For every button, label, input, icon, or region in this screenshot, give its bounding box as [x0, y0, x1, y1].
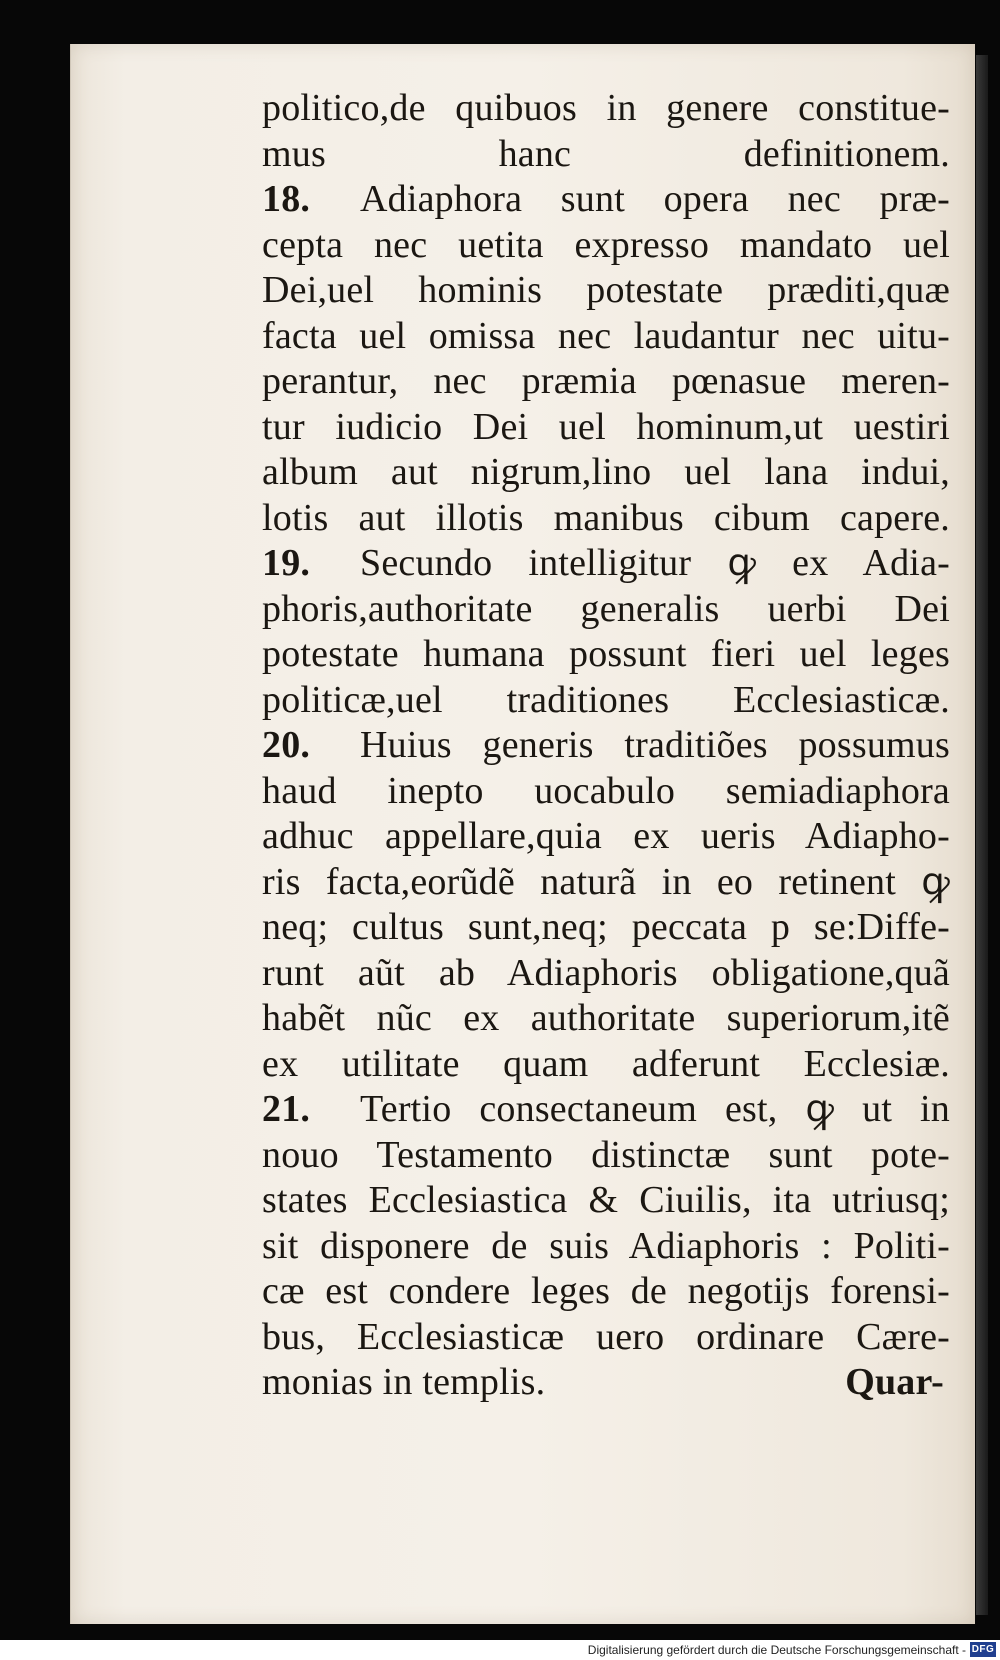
text-line [262, 86, 950, 132]
last-line-row [262, 1360, 950, 1406]
text-line [262, 541, 950, 587]
paragraph-number: 19. [262, 542, 311, 584]
line-text: facta uel omissa nec laudantur nec uitu- [262, 314, 950, 357]
text-line [262, 1087, 950, 1133]
text-line [262, 1315, 950, 1361]
line-text: states Ecclesiastica & Ciuilis, ita utriusq; [262, 1179, 950, 1221]
line-text: Huius generis traditiões possumus [360, 724, 950, 766]
text-line [262, 359, 950, 405]
line-text: album aut nigrum,lino uel lana indui, [262, 451, 950, 493]
text-line [262, 132, 950, 178]
line-text: Dei,uel hominis potestate præditi,quæ [262, 269, 950, 311]
text-line [262, 632, 950, 678]
line-text: ex utilitate quam adferunt Ecclesiæ. [262, 1042, 950, 1085]
book-edge [976, 55, 988, 1615]
line-text: runt aũt ab Adiaphoris obligatione,quã [262, 951, 950, 994]
text-line [262, 951, 950, 997]
text-line [262, 1178, 950, 1224]
line-text: politico,de quibuos in genere constitue- [262, 87, 950, 129]
line-text: ris facta,eorũdẽ naturã in eo retinent ꝙ [262, 860, 950, 903]
text-line [262, 450, 950, 496]
line-text: adhuc appellare,quia ex ueris Adiapho- [262, 815, 950, 857]
funding-credit: Digitalisierung gefördert durch die Deutsche Forschungsgemeinschaft - [587, 1643, 966, 1657]
text-line [262, 223, 950, 269]
line-text: neq; cultus sunt,neq; peccata p se:Diffe- [262, 906, 950, 948]
line-text: Secundo intelligitur ꝙ ex Adia- [360, 542, 950, 584]
page-text [262, 86, 950, 1406]
dfg-logo-icon: DFG [971, 1644, 995, 1655]
paragraph-number: 21. [262, 1088, 311, 1130]
line-text: mus hanc definitionem. [262, 132, 950, 175]
text-line [262, 1224, 950, 1270]
text-line [262, 678, 950, 724]
text-line [262, 405, 950, 451]
text-line [262, 1269, 950, 1315]
line-text: tur iudicio Dei uel hominum,ut uestiri [262, 405, 950, 448]
paragraph-number: 20. [262, 724, 311, 766]
line-text: sit disponere de suis Adiaphoris : Politi- [262, 1224, 950, 1267]
line-text: nouo Testamento distinctæ sunt pote- [262, 1133, 950, 1176]
footer-bar [0, 1640, 1000, 1660]
text-line [262, 587, 950, 633]
text-line [262, 177, 950, 223]
line-text: potestate humana possunt fieri uel leges [262, 633, 950, 675]
line-text: bus, Ecclesiasticæ uero ordinare Cære- [262, 1315, 950, 1358]
text-line [262, 496, 950, 542]
line-text: haud inepto uocabulo semiadiaphora [262, 769, 950, 812]
text-line [262, 723, 950, 769]
catchword: Quar- [845, 1361, 944, 1403]
line-text: cæ est condere leges de negotijs forensi- [262, 1270, 950, 1312]
text-line [262, 814, 950, 860]
line-text: politicæ,uel traditiones Ecclesiasticæ. [262, 678, 950, 721]
line-text: perantur, nec præmia pœnasue meren- [262, 360, 950, 402]
text-line [262, 268, 950, 314]
text-line [262, 860, 950, 906]
line-text: Adiaphora sunt opera nec præ- [360, 178, 950, 220]
text-line [262, 996, 950, 1042]
paragraph-number: 18. [262, 178, 311, 220]
text-line [262, 769, 950, 815]
text-line [262, 1133, 950, 1179]
last-line-text: monias in templis. [262, 1361, 546, 1403]
line-text: lotis aut illotis manibus cibum capere. [262, 496, 950, 539]
line-text: cepta nec uetita expresso mandato uel [262, 223, 950, 266]
line-text: habẽt nũc ex authoritate superiorum,itẽ [262, 997, 950, 1039]
text-line [262, 905, 950, 951]
text-line [262, 314, 950, 360]
text-line [262, 1042, 950, 1088]
line-text: Tertio consectaneum est, ꝙ ut in [360, 1088, 950, 1130]
line-text: phoris,authoritate generalis uerbi Dei [262, 587, 950, 630]
